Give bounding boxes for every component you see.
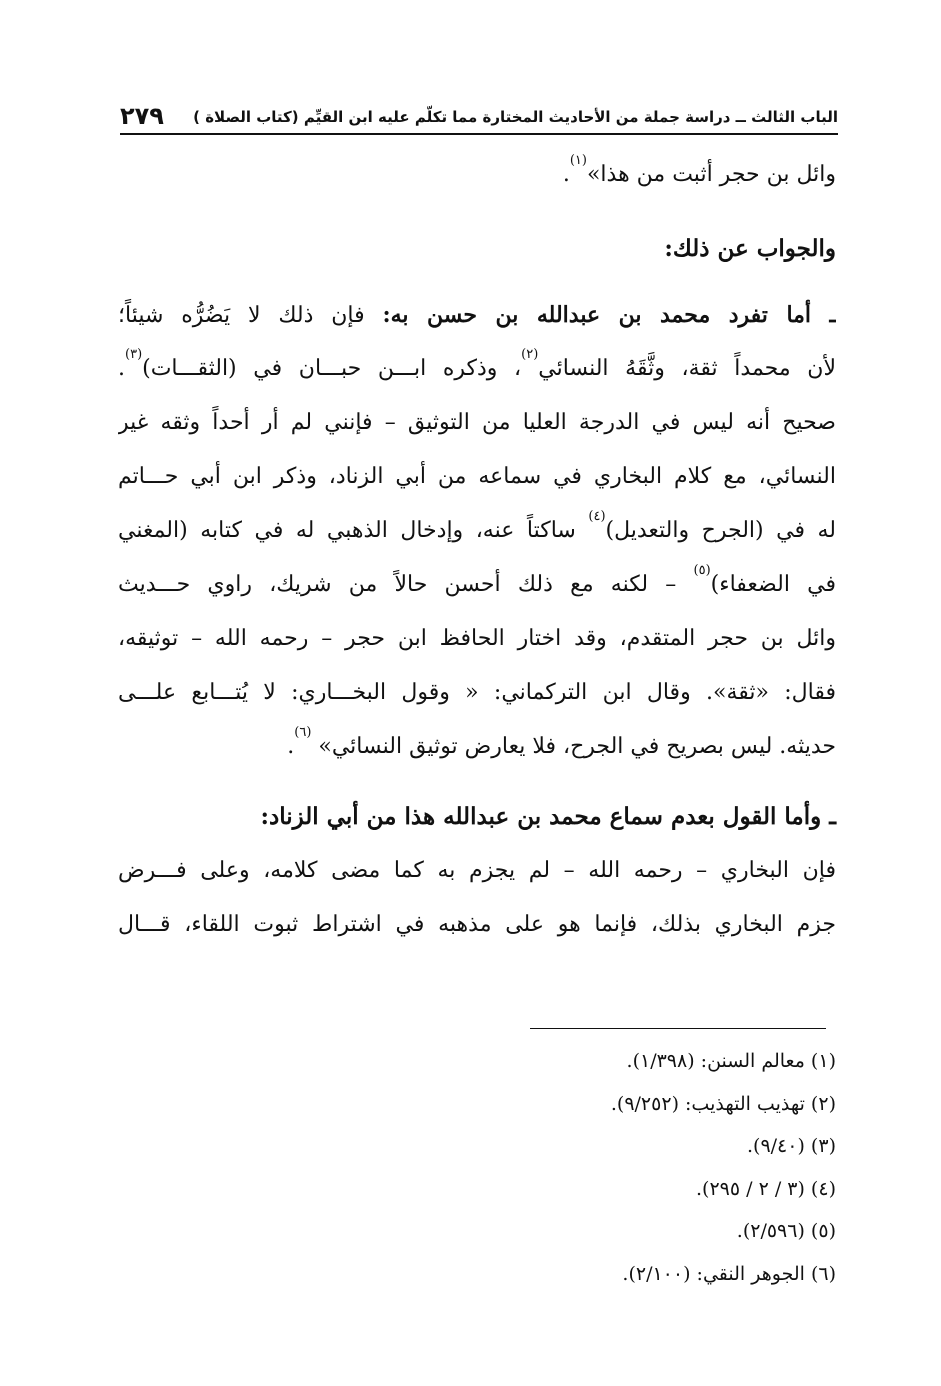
text-span: فإن ذلك لا يَضُرُّه شيئاً؛ [118,303,383,328]
text-line: وائل بن حجر المتقدم، وقد اختار الحافظ ابن حجر – رحمه الله – توثيقه، [118,626,836,651]
footnote-ref: (٣) [125,347,143,362]
text-line: النسائي، مع كلام البخاري في سماعه من أبي الزناد، وذكر ابن أبي حـــاتم [118,464,836,489]
footnotes [118,1040,836,1295]
text-line [118,288,836,342]
text-span: ساكتاً عنه، وإدخال الذهبي له في كتابه (المغني [118,518,589,543]
footnote: (١) معالم السنن: (١/٣٩٨). [626,1050,836,1072]
section-heading: والجواب عن ذلك: [664,235,836,262]
footnote-ref: (٥) [693,563,711,578]
footnote-rule [530,1028,826,1029]
footnote: (٢) تهذيب التهذيب: (٩/٢٥٢). [610,1092,836,1115]
text-span: وائل بن حجر أثبت من هذا» [586,162,836,187]
text-line: صحيح أنه ليس في الدرجة العليا من التوثيق – فإنني لم أر أحداً وثقه غير [118,410,836,435]
text-line: فقال: «ثقة». وقال ابن التركماني: « وقول البخـــاري: لا يُتـــابع علـــى [118,680,836,705]
text-span: . [118,356,125,381]
footnote-ref: (٤) [588,509,606,524]
text-span: . [562,162,570,187]
text-line [118,720,836,774]
footnote: (٥) (٢/٥٩٦). [736,1220,836,1242]
running-header [120,92,838,132]
text-span: حديثه. ليس بصريح في الجرح، فلا يعارض توثيق النسائي» [311,734,836,759]
text-line [118,342,836,396]
section-heading: ـ وأما القول بعدم سماع محمد بن عبدالله هذا من أبي الزناد: [260,803,836,830]
subheading-inline: ـ أما تفرد محمد بن عبدالله بن حسن به: [382,302,836,328]
page-number: ٢٧٩ [120,102,164,130]
text-line: فإن البخاري – رحمه الله – لم يجزم به كما مضى كلامه، وعلى فـــرض [118,858,836,883]
text-span: – لكنه مع ذلك أحسن حالاً من شريك، راوي حـــديث [118,572,694,597]
footnote: (٤) (٣ / ٢ / ٢٩٥). [696,1177,836,1200]
text-line [118,504,836,558]
text-line: جزم البخاري بذلك، فإنما هو على مذهبه في اشتراط ثبوت اللقاء، قـــال [118,912,836,937]
header-rule [120,133,838,135]
footnote-ref: (٦) [294,725,312,740]
text-line [118,558,836,612]
text-span: لأن محمداً ثقة، وثَّقَهُ النسائي [538,356,836,381]
text-span: . [287,734,295,759]
footnote: (٣) (٩/٤٠). [747,1135,836,1157]
text-span: في الضعفاء) [710,572,836,597]
footnote-ref: (٢) [521,347,539,362]
footnote: (٦) الجوهر النقي: (٢/١٠٠). [622,1262,836,1285]
footnote-ref: (١) [569,153,587,168]
text-line [118,148,836,202]
main-text [118,148,836,952]
text-span: ، وذكره ابـــن حبـــان في (الثقـــات) [142,356,522,381]
header-title: الباب الثالث ــ دراسة جملة من الأحاديث المختارة مما تكلّم عليه ابن القيِّم (كتاب الصلاة ) [193,108,838,126]
text-span: له في (الجرح والتعديل) [605,518,836,543]
